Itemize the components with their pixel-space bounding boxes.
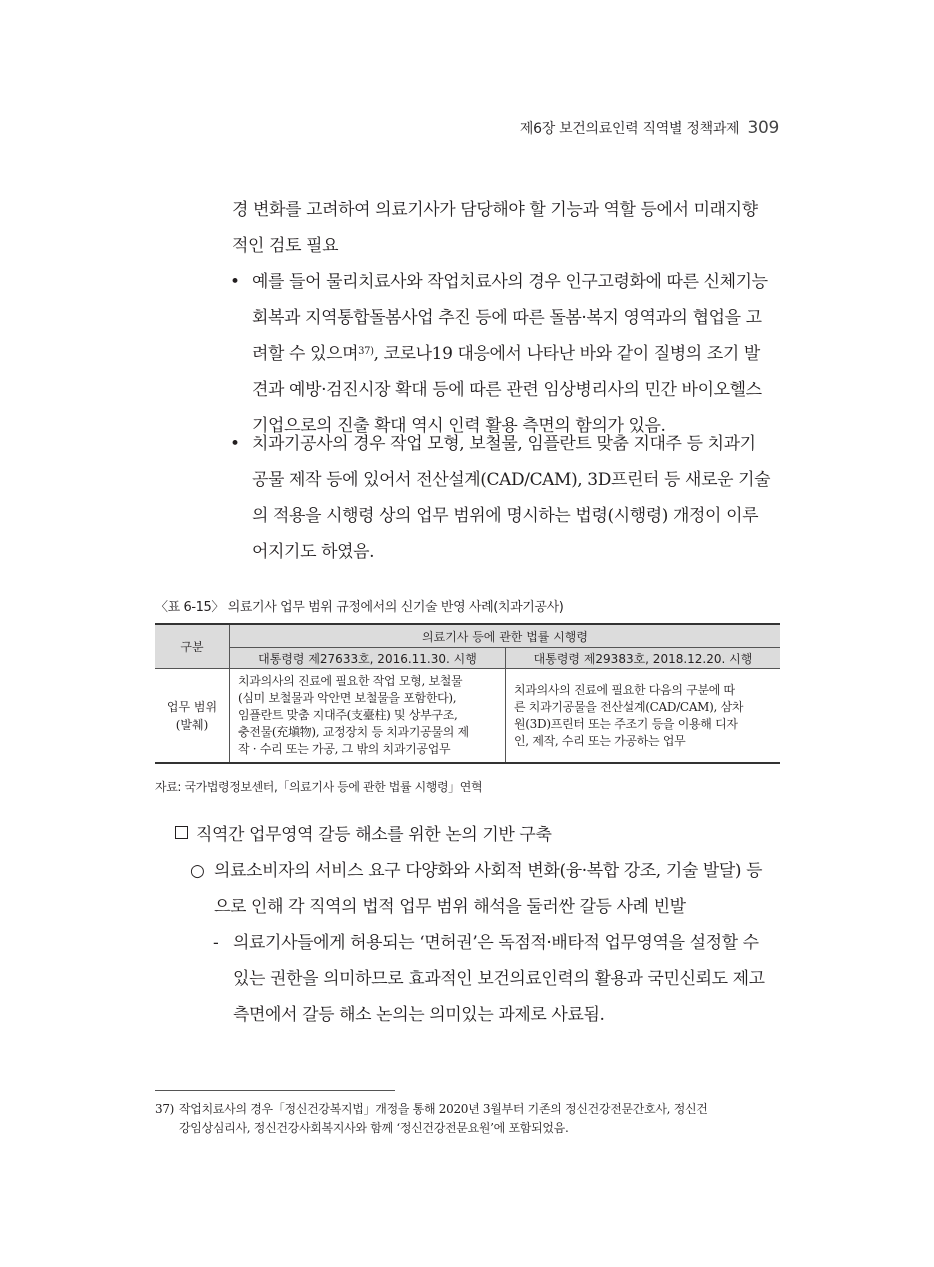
bullet-line: 견과 예방·검진시장 확대 등에 따른 관련 임상병리사의 민간 바이오헬스 — [252, 380, 762, 400]
intro-paragraph — [232, 192, 792, 264]
header-col-2016: 대통령령 제27633호, 2016.11.30. 시행 — [230, 648, 506, 669]
bullet-line — [252, 336, 792, 372]
cell-line: 치과의사의 진료에 필요한 다음의 구분에 따 — [514, 682, 735, 697]
bullet-line: 어지기도 하였음. — [252, 542, 375, 562]
dash-bullet-icon: - — [213, 933, 219, 953]
cell-line: 원(3D)프린터 또는 주조기 등을 이용해 디자 — [514, 716, 738, 731]
bullet-line: 치과기공사의 경우 작업 모형, 보철물, 임플란트 맞춤 지대주 등 치과기 — [252, 434, 756, 454]
dash-line: 측면에서 갈등 해소 논의는 의미있는 과제로 사료됨. — [233, 1005, 605, 1025]
bullet-line: 예를 들어 물리치료사와 작업치료사의 경우 인구고령화에 따른 신체기능 — [252, 272, 768, 292]
bullet-line: 공물 제작 등에 있어서 전산설계(CAD/CAM), 3D프린터 등 새로운 기술 — [252, 470, 771, 490]
row-header — [155, 669, 230, 764]
bullet-line: 회복과 지역통합돌봄사업 추진 등에 따른 돌봄·복지 영역과의 협업을 고 — [252, 308, 762, 328]
table-subheader-row — [155, 648, 780, 669]
square-bullet-icon — [175, 826, 188, 839]
dash-line: 의료기사들에게 허용되는 ‘면허권’은 독점적·배타적 업무영역을 설정할 수 — [233, 933, 759, 953]
footnote-ref[interactable]: 37) — [358, 346, 374, 357]
footnote-divider — [155, 1090, 395, 1091]
cell-line: 치과의사의 진료에 필요한 작업 모형, 보철물 — [238, 674, 463, 688]
cell-line: 충전물(充塡物), 교정장치 등 치과기공물의 제 — [238, 725, 469, 739]
section-title: 직역간 업무영역 갈등 해소를 위한 논의 기반 구축 — [196, 825, 552, 845]
footnote-line: 작업치료사의 경우「정신건강복지법」개정을 통해 2020년 3월부터 기존의 정신건강전문간호사, 정신건 — [179, 1102, 708, 1116]
table-caption: 〈표 6-15〉 의료기사 업무 범위 규정에서의 신기술 반영 사례(치과기공사) — [155, 600, 564, 615]
circle-line: 으로 인해 각 직역의 법적 업무 범위 해석을 둘러싼 갈등 사례 빈발 — [214, 897, 686, 917]
circle-line: 의료소비자의 서비스 요구 다양화와 사회적 변화(융·복합 강조, 기술 발달) 등 — [214, 861, 763, 881]
footnote-number: 37) — [155, 1102, 175, 1116]
cell-line: 작 · 수리 또는 가공, 그 밖의 치과기공업무 — [238, 742, 451, 756]
table-source: 자료: 국가법령정보센터,「의료기사 등에 관한 법률 시행령」연혁 — [155, 780, 483, 794]
table-row — [155, 669, 780, 764]
cell-line: 른 치과기공물을 전산설계(CAD/CAM), 삼차 — [514, 699, 744, 714]
cell-2016 — [230, 669, 506, 764]
bullet-icon: • — [230, 434, 240, 454]
cell-line: 임플란트 맞춤 지대주(支臺柱) 및 상부구조, — [238, 708, 458, 722]
circle-bullet-icon: ○ — [190, 861, 205, 881]
row-header-line: (발췌) — [175, 717, 209, 732]
footnote-line: 강임상심리사, 정신건강사회복지사와 함께 ‘정신건강전문요원’에 포함되었음. — [179, 1121, 569, 1135]
header-group: 의료기사 등에 관한 법률 시행령 — [230, 624, 781, 648]
footnote-text — [179, 1100, 783, 1138]
cell-line: (심미 보철물과 악안면 보철물을 포함한다), — [238, 691, 457, 705]
chapter-title: 제6장 보건의료인력 직역별 정책과제 — [519, 121, 740, 137]
bullet-icon: • — [230, 272, 240, 292]
header-gubun: 구분 — [155, 624, 230, 669]
bullet-line: 의 적용을 시행령 상의 업무 범위에 명시하는 법령(시행령) 개정이 이루 — [252, 506, 759, 526]
running-header — [520, 118, 779, 138]
intro-line: 적인 검토 필요 — [232, 236, 339, 256]
table-header-row — [155, 624, 780, 648]
circle-text — [214, 853, 794, 925]
dash-line: 있는 권한을 의미하므로 효과적인 보건의료인력의 활용과 국민신뢰도 제고 — [233, 969, 765, 989]
dash-text — [233, 925, 793, 1033]
intro-line: 경 변화를 고려하여 의료기사가 담당해야 할 기능과 역할 등에서 미래지향 — [232, 200, 758, 220]
page-number: 309 — [747, 118, 779, 138]
law-comparison-table — [155, 623, 780, 764]
bullet-item-physical-therapy — [230, 264, 790, 444]
header-col-2018: 대통령령 제29383호, 2018.12.20. 시행 — [506, 648, 781, 669]
cell-line: 인, 제작, 수리 또는 가공하는 업무 — [514, 733, 686, 748]
row-header-line: 업무 범위 — [166, 699, 218, 714]
bullet-line-part: 려할 수 있으며 — [252, 344, 359, 364]
bullet-item-dental-technician — [230, 426, 790, 576]
bullet-line-part: , 코로나19 대응에서 나타난 바와 같이 질병의 조기 발 — [373, 344, 760, 364]
bullet-line: 기업으로의 진출 확대 역시 인력 활용 측면의 함의가 있음. — [252, 416, 666, 436]
section-heading — [175, 820, 551, 845]
cell-2018 — [506, 669, 781, 764]
